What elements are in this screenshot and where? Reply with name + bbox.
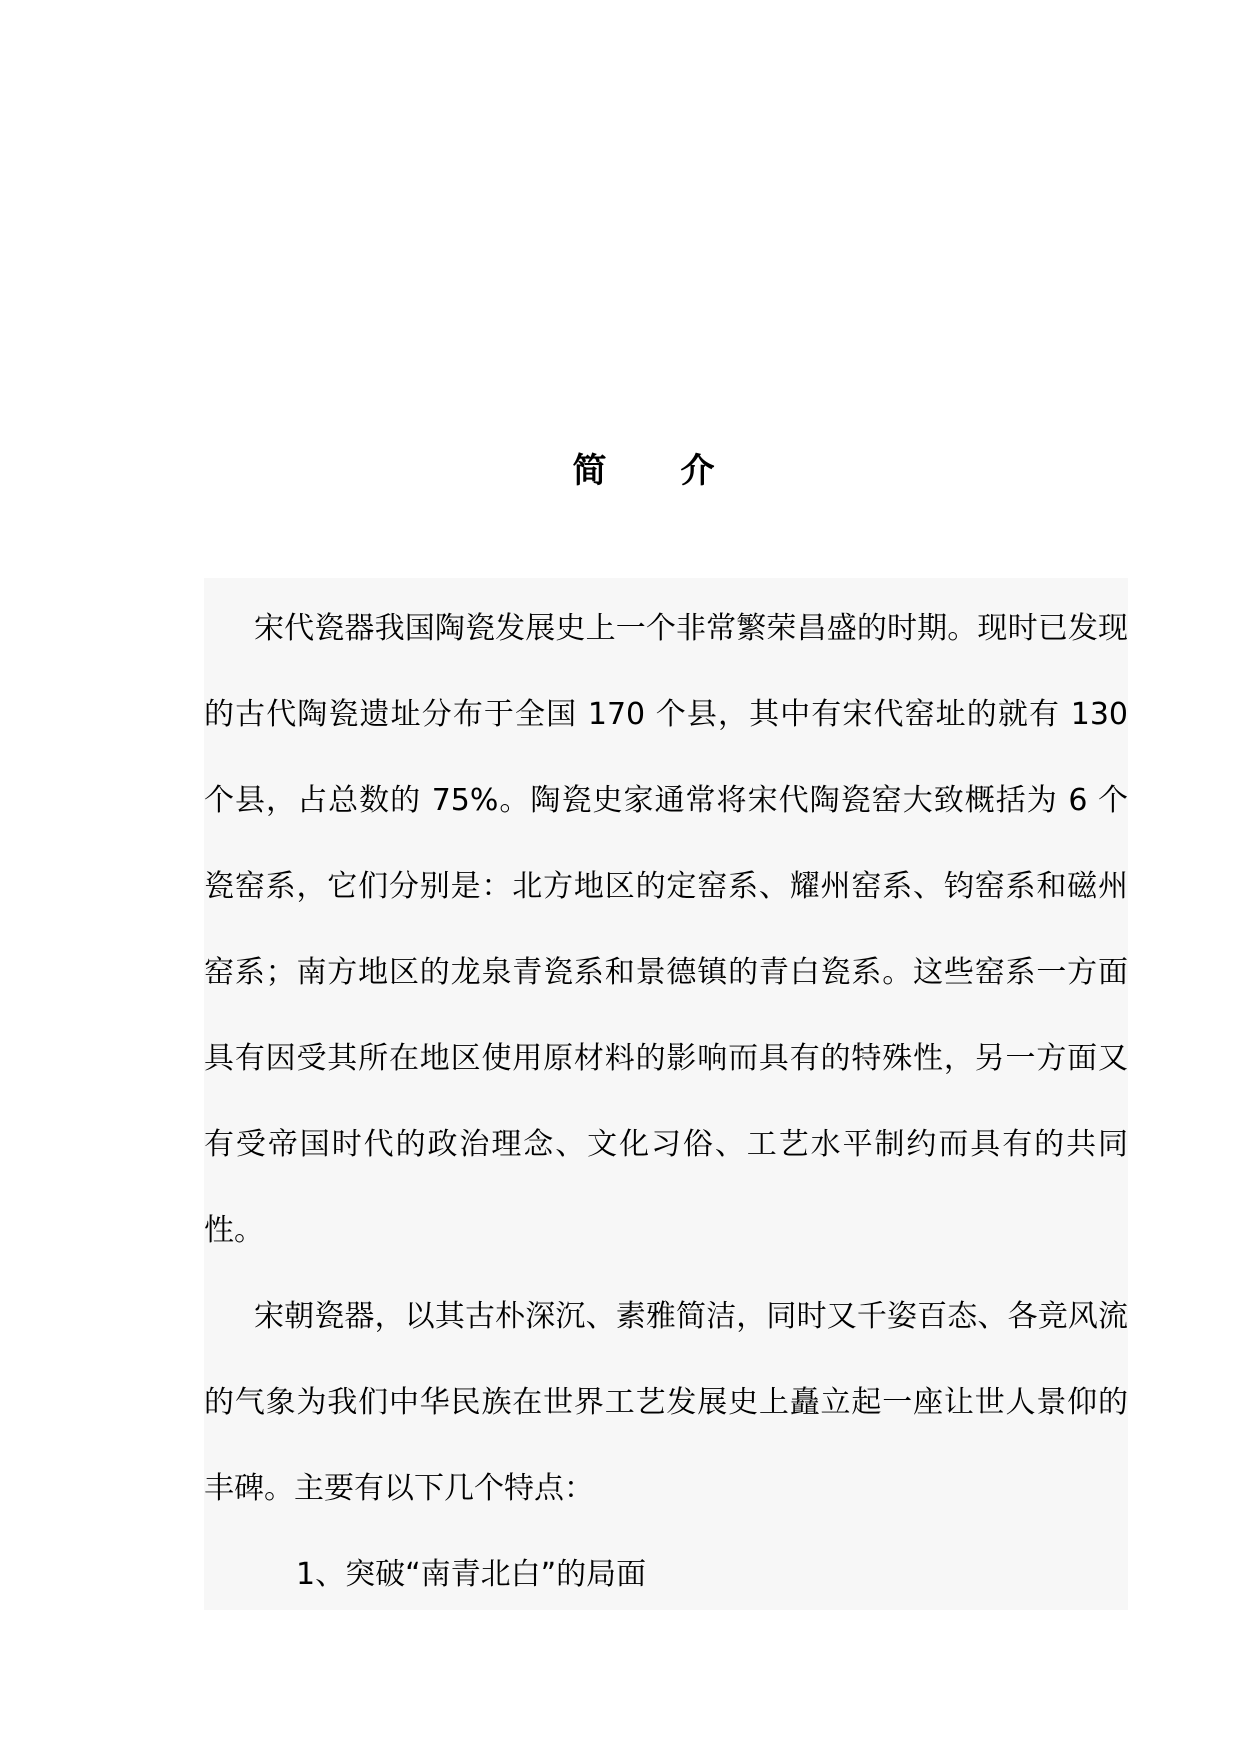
document-body — [204, 578, 1128, 1610]
page-title: 简 介 — [572, 450, 717, 491]
list-item: 1、突破“南青北白”的局面 — [296, 1557, 647, 1592]
paragraph-intro: 宋代瓷器我国陶瓷发展史上一个非常繁荣昌盛的时期。现时已发现的古代陶瓷遗址分布于全国 170 个县，其中有宋代窑址的就有 130 个县，占总数的 75%。陶瓷史家通常将宋代陶瓷窑大致概括为 6 个瓷窑系，它们分别是：北方地区的定窑系、耀州窑系、钧窑系和磁州窑系；南方地区的龙泉青瓷系和景德镇的青白瓷系。这些窑系一方面具有因受其所在地区使用原材料的影响而具有的特殊性，另一方面又有受帝国时代的政治理念、文化习俗、工艺水平制约而具有的共同性。 — [204, 611, 1128, 1248]
paragraph-features: 宋朝瓷器，以其古朴深沉、素雅简洁，同时又千姿百态、各竞风流的气象为我们中华民族在世界工艺发展史上矗立起一座让世人景仰的丰碑。主要有以下几个特点： — [204, 1299, 1128, 1506]
